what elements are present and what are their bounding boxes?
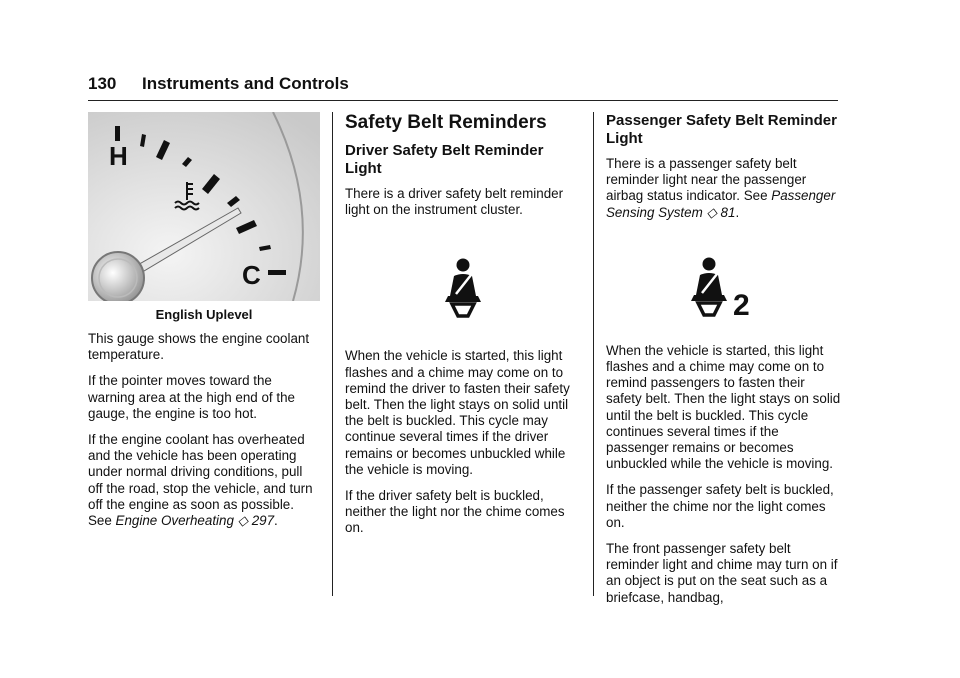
page-reference[interactable]: 81	[720, 204, 736, 220]
paragraph: There is a driver safety belt reminder light on the instrument cluster.	[345, 186, 564, 218]
cross-reference-link[interactable]: Passenger Sensing System	[606, 188, 836, 220]
paragraph: If the engine coolant has overheated and the vehicle has been operating under normal driving conditions, pull off the road, stop the vehicle, and turn off the engine as soon as possible. See Engine Overheating ◇ 297.	[88, 432, 313, 529]
heading-driver-reminder-light: Driver Safety Belt Reminder Light	[345, 142, 544, 177]
icon-container	[345, 228, 581, 348]
hot-label: H	[109, 141, 128, 171]
page-number: 130	[88, 74, 117, 93]
coolant-gauge-image	[88, 112, 320, 301]
paragraph: When the vehicle is started, this light flashes and a chime may come on to remind passengers to fasten their safety belt. Then the light stays on solid until the belt is buckled. This cycle continues several times if the passenger remains or becomes unbuckled while the vehicle is moving.	[606, 342, 841, 472]
paragraph: If the driver safety belt is buckled, neither the light nor the chime comes on.	[345, 488, 565, 536]
driver-seatbelt-icon	[440, 258, 486, 318]
paragraph: This gauge shows the engine coolant temperature.	[88, 331, 310, 363]
column-left	[88, 112, 320, 539]
column-divider	[593, 112, 594, 596]
heading-safety-belt-reminders: Safety Belt Reminders	[345, 112, 547, 133]
paragraph: There is a passenger safety belt reminder light near the passenger airbag status indicator. See Passenger Sensing System ◇ 81.	[606, 156, 836, 220]
page-reference-icon: ◇	[706, 204, 717, 220]
page-reference[interactable]: 297	[251, 513, 275, 529]
section-title: Instruments and Controls	[142, 74, 349, 93]
paragraph: The front passenger safety belt reminder light and chime may turn on if an object is put on the seat such as a briefcase, handbag,	[606, 541, 838, 605]
cold-label: C	[242, 260, 261, 290]
passenger-seatbelt-icon	[686, 257, 762, 317]
column-divider	[332, 112, 333, 596]
passenger-number: 2	[733, 288, 750, 317]
paragraph: If the passenger safety belt is buckled, neither the chime nor the light comes on.	[606, 482, 834, 530]
column-right	[606, 112, 842, 616]
figure-caption: English Uplevel	[155, 307, 253, 322]
icon-container	[606, 231, 842, 343]
paragraph: When the vehicle is started, this light flashes and a chime may come on to remind the driver to fasten their safety belt. Then the light stays on solid until the belt is buckled. This cycle may continue several times if the driver remains or becomes unbuckled while the vehicle is moving.	[345, 348, 570, 477]
column-middle	[345, 112, 581, 547]
page-reference-icon: ◇	[237, 513, 248, 529]
cross-reference-link[interactable]: Engine Overheating	[115, 513, 234, 529]
paragraph: If the pointer moves toward the warning area at the high end of the gauge, the engine is too hot.	[88, 373, 295, 421]
page-header	[88, 70, 838, 101]
heading-passenger-reminder-light: Passenger Safety Belt Reminder Light	[606, 112, 837, 147]
